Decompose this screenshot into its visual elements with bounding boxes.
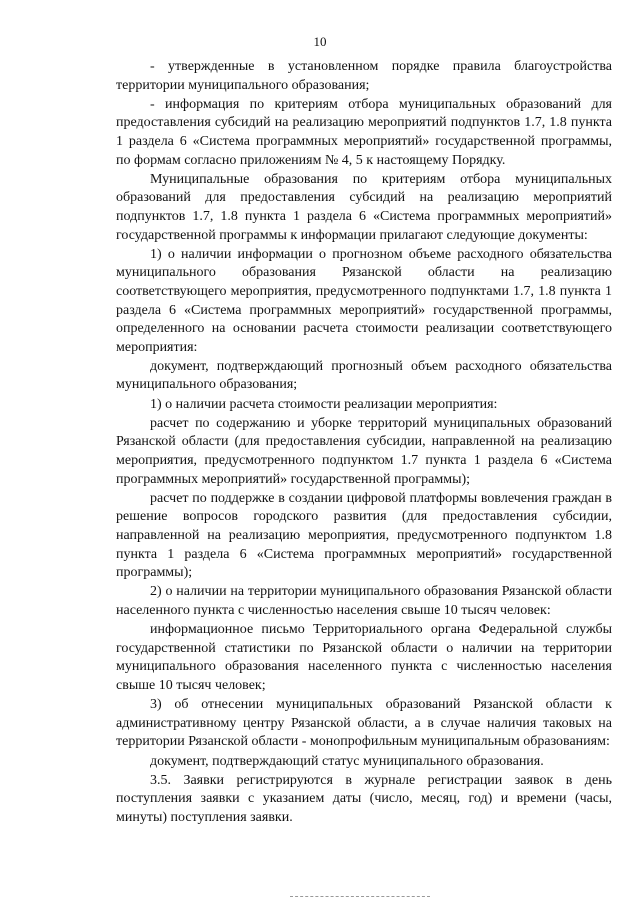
bottom-divider — [290, 896, 430, 897]
paragraph: - информация по критериям отбора муниципальных образований для предоставления субсидий на реализацию мероприятий подпунктов 1.7, 1.8 пункта 1 раздела 6 «Система программных мероприятий» государственной программы, по формам согласно приложениям № 4, 5 к настоящему Порядку. — [116, 96, 612, 168]
paragraph: расчет по содержанию и уборке территорий муниципальных образований Рязанской области (для предоставления субсидии, направленной на реализацию мероприятия, предусмотренного подпунктом 1.7 пункта 1 раздела 6 «Система программных мероприятий» государственной программы); — [116, 415, 612, 487]
paragraph: 3) об отнесении муниципальных образований Рязанской области к административному центру Рязанской области, а в случае наличия таковых на территории Рязанской области - монопрофильным муниципальным образованиям: — [116, 697, 612, 750]
paragraph: расчет по поддержке в создании цифровой платформы вовлечения граждан в решение вопросов городского развития (для предоставления субсидии, направленной на реализацию мероприятия, предусмотренного подпунктом 1.8 пункта 1 раздела 6 «Система программных мероприятий» государственной программы); — [116, 490, 612, 581]
paragraph: - утвержденные в установленном порядке правила благоустройства территории муниципального образования; — [116, 59, 612, 93]
paragraph: документ, подтверждающий прогнозный объем расходного обязательства муниципального образования; — [116, 358, 612, 393]
paragraph: документ, подтверждающий статус муниципального образования. — [150, 753, 544, 769]
page-number: 10 — [313, 34, 327, 49]
paragraph: 1) о наличии информации о прогнозном объеме расходного обязательства муниципального образования Рязанской области на реализацию соответствующего мероприятия, предусмотренного подпунктами 1.7, 1.8 пункта 1 раздела 6 «Система программных мероприятий» государственной программы, определенного на основании расчета стоимости реализации соответствующего мероприятия: — [116, 246, 612, 355]
paragraph: информационное письмо Территориального органа Федеральной службы государственной статистики по Рязанской области о наличии на территории муниципального образования населенного пункта с численностью населения свыше 10 тысяч человек; — [116, 622, 612, 693]
paragraph: Муниципальные образования по критериям отбора муниципальных образований для предоставления субсидий на реализацию мероприятий подпунктов 1.7, 1.8 пункта 1 раздела 6 «Система программных мероприятий» государственной программы к информации прилагают следующие документы: — [116, 171, 612, 243]
document-body — [116, 58, 612, 828]
paragraph: 2) о наличии на территории муниципального образования Рязанской области населенного пункта с численностью населения свыше 10 тысяч человек: — [116, 584, 612, 618]
paragraph: 3.5. Заявки регистрируются в журнале регистрации заявок в день поступления заявки с указанием даты (число, месяц, год) и времени (часы, минуты) поступления заявки. — [116, 772, 612, 825]
paragraph: 1) о наличии расчета стоимости реализации мероприятия: — [150, 396, 498, 412]
